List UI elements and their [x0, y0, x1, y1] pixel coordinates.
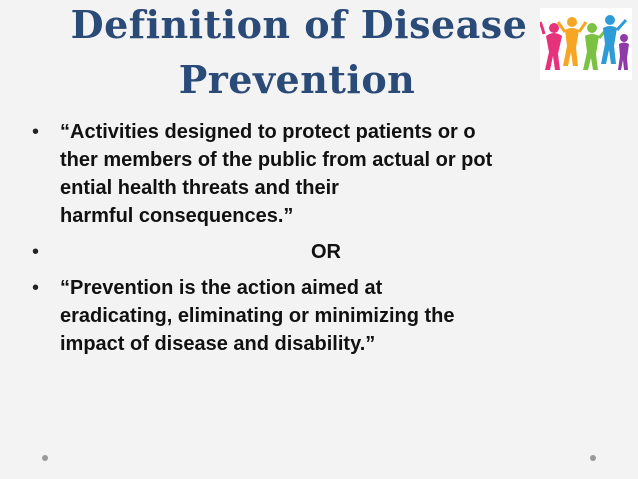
- people-figures-icon: [540, 8, 632, 80]
- bullet-dot: •: [32, 241, 40, 263]
- bullet-line: “Prevention is the action aimed at: [60, 277, 383, 299]
- bullet-list: [32, 118, 612, 366]
- corner-dot-right: [590, 455, 596, 461]
- bullet-line: ther members of the public from actual or pot: [60, 149, 493, 171]
- title-line-2: Prevention: [178, 57, 416, 102]
- bullet-or: [32, 238, 612, 266]
- bullet-line: harmful consequences.”: [60, 205, 294, 227]
- bullet-line: eradicating, eliminating or minimizing the: [60, 305, 455, 327]
- bullet-dot: •: [32, 121, 40, 143]
- people-figures-logo: [540, 8, 632, 80]
- or-separator: OR: [311, 241, 341, 263]
- bullet-line: impact of disease and disability.”: [60, 333, 376, 355]
- bullet-line: ential health threats and their: [60, 177, 339, 199]
- corner-dot-left: [42, 455, 48, 461]
- title-line-1: Definition of Disease: [70, 2, 528, 47]
- bullet-line: “Activities designed to protect patients or o: [60, 121, 476, 143]
- bullet-definition-2: [32, 274, 612, 358]
- bullet-dot: •: [32, 277, 40, 299]
- bullet-definition-1: [32, 118, 612, 230]
